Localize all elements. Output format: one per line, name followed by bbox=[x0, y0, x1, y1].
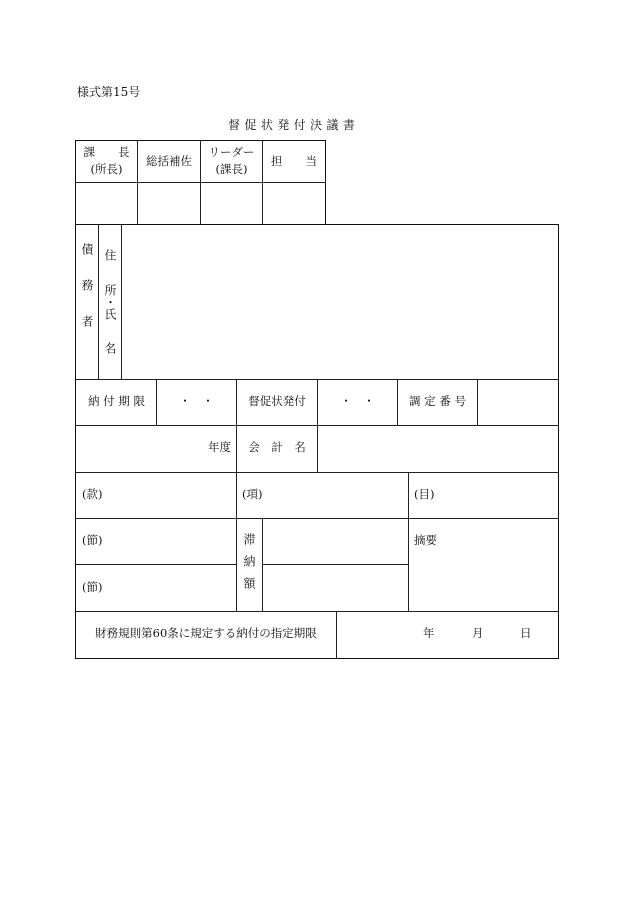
kan-label: (款) bbox=[82, 487, 103, 501]
debtor-label: 債務者 bbox=[80, 243, 94, 351]
kaikei-mei-field[interactable] bbox=[318, 426, 558, 472]
debtor-address-label-mid: 所・氏 bbox=[103, 284, 117, 320]
tokusoku-hatsufu-label: 督促状発付 bbox=[248, 394, 306, 408]
tainougaku-label: 滞納額 bbox=[242, 533, 256, 599]
tekiyou-label: 摘要 bbox=[414, 533, 437, 547]
debtor-name-address-field[interactable] bbox=[122, 225, 558, 379]
stamp-box-sokatsu[interactable] bbox=[138, 183, 200, 224]
approval-sokatsu-label: 総括補佐 bbox=[146, 154, 192, 168]
document-title: 督 促 状 発 付 決 議 書 bbox=[228, 118, 356, 132]
approval-leader-sub-label: (課長) bbox=[215, 162, 248, 176]
approval-tanto-label: 担 当 bbox=[271, 154, 317, 168]
nendo-label: 年度 bbox=[208, 440, 231, 454]
regulation-label: 財務規則第60条に規定する納付の指定期限 bbox=[95, 626, 317, 640]
stamp-box-tanto[interactable] bbox=[263, 183, 325, 224]
approval-kacho-sub-label: (所長) bbox=[90, 162, 123, 176]
date-day-label: 日 bbox=[520, 626, 532, 640]
approval-leader-label: リーダー bbox=[208, 145, 255, 159]
tainougaku-field-1[interactable] bbox=[263, 519, 408, 564]
kou-label: (項) bbox=[242, 487, 263, 501]
tokusoku-hatsufu-date-field[interactable]: ・ ・ bbox=[340, 394, 375, 408]
stamp-box-kacho[interactable] bbox=[76, 183, 137, 224]
stamp-box-leader[interactable] bbox=[201, 183, 262, 224]
noufu-kigen-label: 納 付 期 限 bbox=[88, 394, 145, 408]
approval-kacho-label: 課 長 bbox=[83, 145, 130, 159]
debtor-address-label-bottom: 名 bbox=[103, 342, 117, 354]
form-number: 様式第15号 bbox=[77, 85, 141, 99]
kaikei-mei-label: 会 計 名 bbox=[248, 440, 306, 454]
date-month-label: 月 bbox=[472, 626, 484, 640]
tainougaku-field-2[interactable] bbox=[263, 565, 408, 611]
setsu-label-1: (節) bbox=[82, 533, 103, 547]
moku-label: (目) bbox=[414, 487, 435, 501]
debtor-address-label-top: 住 bbox=[103, 249, 117, 261]
setsu-label-2: (節) bbox=[82, 580, 103, 594]
date-year-label: 年 bbox=[423, 626, 435, 640]
chotei-bango-label: 調 定 番 号 bbox=[409, 394, 466, 408]
chotei-bango-field[interactable] bbox=[478, 380, 558, 425]
noufu-kigen-date-field[interactable]: ・ ・ bbox=[179, 394, 214, 408]
